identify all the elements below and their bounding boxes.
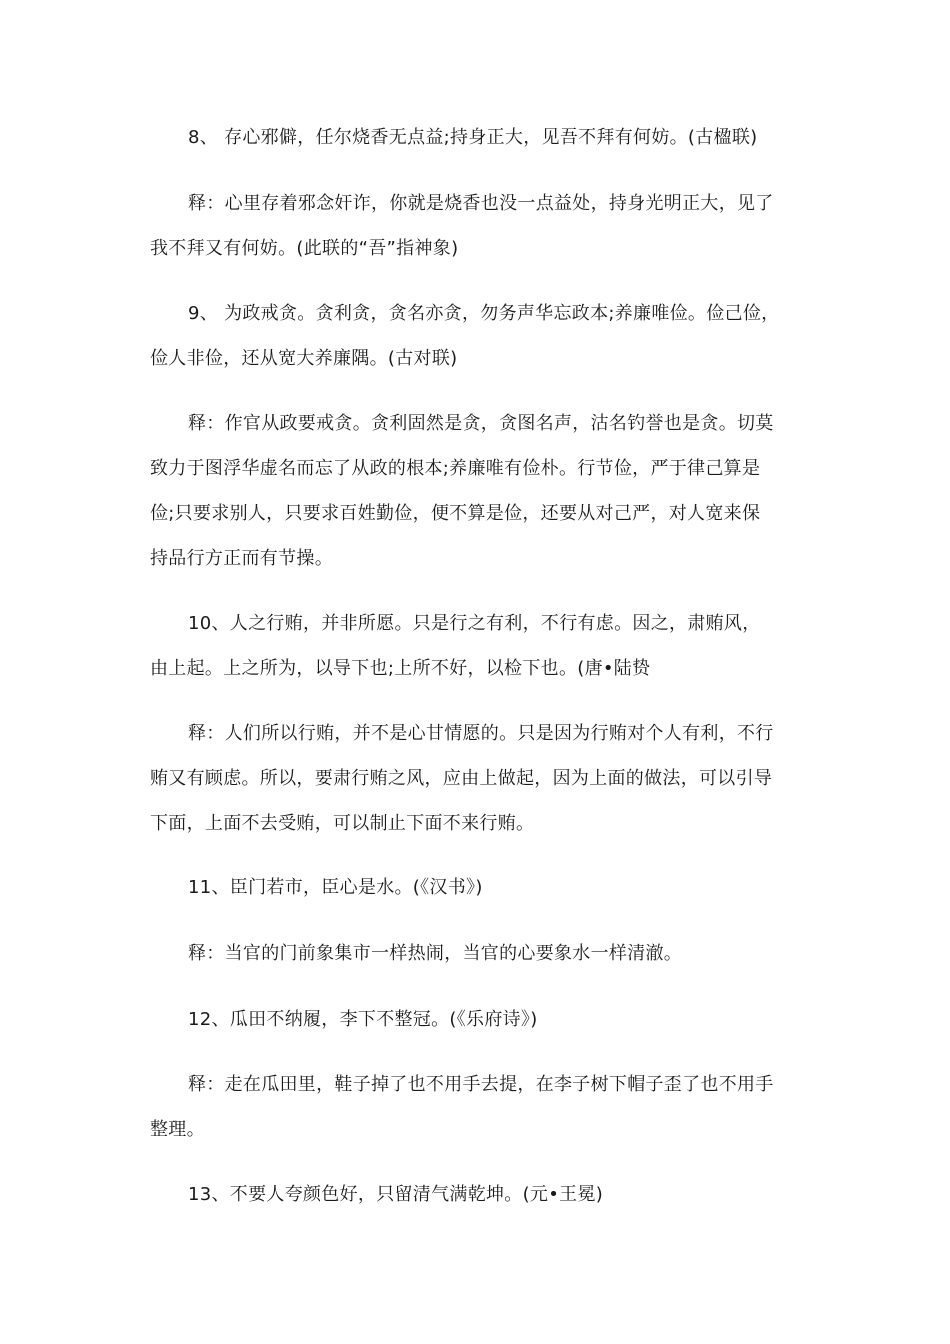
text-line: 下面，上面不去受贿，可以制止下面不来行贿。 bbox=[150, 813, 535, 834]
paragraph-8-explanation bbox=[150, 181, 810, 271]
text-line: 整理。 bbox=[150, 1119, 205, 1140]
text-line: 释：作官从政要戒贪。贪利固然是贪，贪图名声，沽名钓誉也是贪。切莫 bbox=[188, 413, 774, 434]
text-line: 俭人非俭，还从宽大养廉隅。(古对联) bbox=[150, 348, 458, 369]
text-line: 11、臣门若市，臣心是水。(《汉书》) bbox=[188, 877, 483, 898]
text-line: 释：当官的门前象集市一样热闹，当官的心要象水一样清澈。 bbox=[188, 943, 683, 964]
text-line: 8、 存心邪僻，任尔烧香无点益;持身正大，见吾不拜有何妨。(古楹联) bbox=[188, 127, 758, 148]
text-line: 释：走在瓜田里，鞋子掉了也不用手去提，在李子树下帽子歪了也不用手 bbox=[188, 1074, 774, 1095]
paragraph-10-explanation bbox=[150, 711, 810, 846]
paragraph-8 bbox=[150, 115, 810, 160]
text-line: 我不拜又有何妨。(此联的“吾”指神象) bbox=[150, 238, 459, 259]
paragraph-9 bbox=[150, 291, 810, 381]
text-line: 致力于图浮华虚名而忘了从政的根本;养廉唯有俭朴。行节俭，严于律己算是 bbox=[150, 458, 761, 479]
text-line: 9、 为政戒贪。贪利贪，贪名亦贪，勿务声华忘政本;养廉唯俭。俭己俭， bbox=[188, 303, 780, 324]
paragraph-12 bbox=[150, 997, 810, 1042]
text-line: 俭;只要求别人，只要求百姓勤俭，便不算是俭，还要从对己严，对人宽来保 bbox=[150, 503, 761, 524]
paragraph-13 bbox=[150, 1172, 810, 1217]
text-line: 贿又有顾虑。所以，要肃行贿之风，应由上做起，因为上面的做法，可以引导 bbox=[150, 768, 773, 789]
text-line: 12、瓜田不纳履，李下不整冠。(《乐府诗》) bbox=[188, 1009, 538, 1030]
paragraph-11 bbox=[150, 865, 810, 910]
text-line: 释：心里存着邪念奸诈，你就是烧香也没一点益处，持身光明正大，见了 bbox=[188, 193, 774, 214]
paragraph-9-explanation bbox=[150, 401, 810, 581]
text-line: 由上起。上之所为，以导下也;上所不好，以检下也。(唐•陆贽 bbox=[150, 658, 651, 679]
text-line: 持品行方正而有节操。 bbox=[150, 548, 333, 569]
text-line: 10、人之行贿，并非所愿。只是行之有利，不行有虑。因之，肃贿风， bbox=[188, 613, 761, 634]
paragraph-10 bbox=[150, 601, 810, 691]
paragraph-12-explanation bbox=[150, 1062, 810, 1152]
paragraph-11-explanation bbox=[150, 931, 810, 976]
text-line: 释：人们所以行贿，并不是心甘情愿的。只是因为行贿对个人有利，不行 bbox=[188, 723, 774, 744]
text-line: 13、不要人夸颜色好，只留清气满乾坤。(元•王冕) bbox=[188, 1184, 604, 1205]
